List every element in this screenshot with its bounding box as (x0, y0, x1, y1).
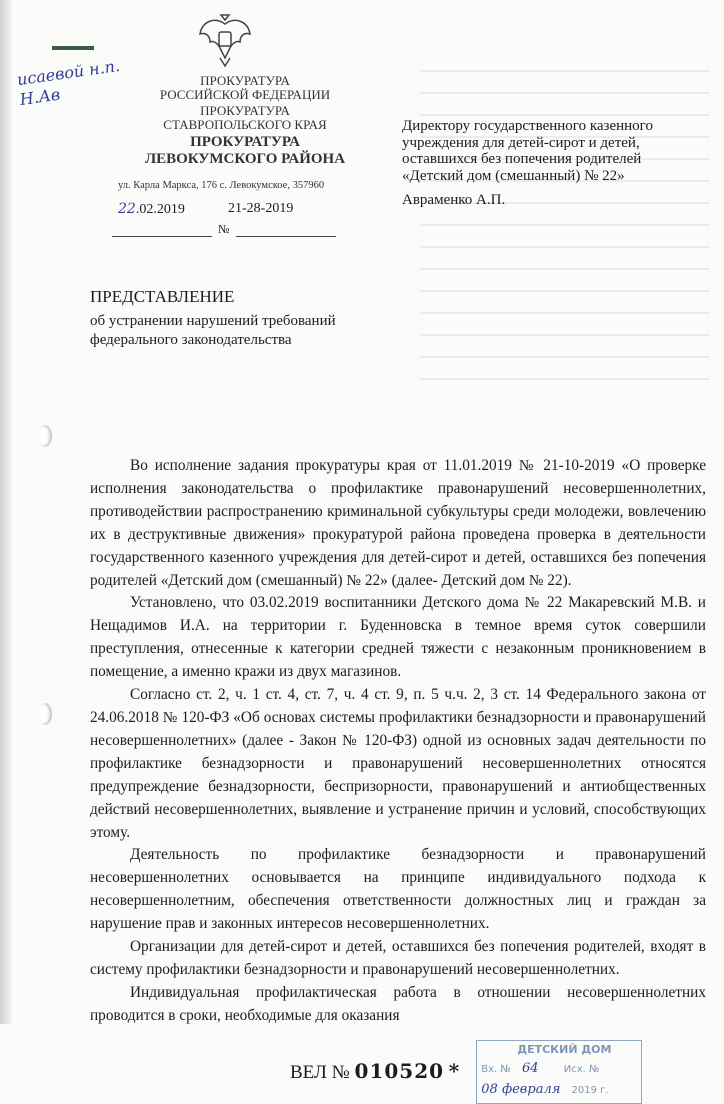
stamp-row-numbers (481, 1061, 599, 1076)
number-sign: № (218, 222, 230, 236)
incoming-registration-stamp (476, 1040, 642, 1104)
stamp-in-value: 64 (522, 1060, 539, 1076)
stamp-year: 2019 (571, 1084, 597, 1096)
org-federal-line1: ПРОКУРАТУРА (200, 73, 290, 88)
subtitle-line2: федерального законодательства (90, 332, 292, 348)
date-underline (112, 236, 212, 237)
stamp-out-label: Исх. № (563, 1063, 600, 1075)
org-regional-line1: ПРОКУРАТУРА (200, 103, 290, 118)
org-regional-line2: СТАВРОПОЛЬСКОГО КРАЯ (163, 117, 327, 132)
stamp-date: 08 февраля (481, 1081, 561, 1097)
serial-number (290, 1059, 460, 1084)
stamp-in-label: Вх. № (481, 1063, 511, 1075)
document-number: 21-28-2019 (228, 201, 294, 216)
org-regional (115, 104, 375, 132)
addressee-name: Авраменко А.П. (402, 192, 506, 208)
stamp-year-suffix: г. (600, 1084, 609, 1096)
addressee-block (402, 118, 702, 209)
document-date (118, 201, 185, 218)
document-title: ПРЕДСТАВЛЕНИЕ (90, 287, 235, 306)
org-district-line2: ЛЕВОКУМСКОГО РАЙОНА (144, 151, 346, 167)
stamp-title: ДЕТСКИЙ ДОМ (517, 1042, 612, 1056)
org-federal-line2: РОССИЙСКОЙ ФЕДЕРАЦИИ (159, 87, 331, 102)
body-paragraph: Деятельность по профилактике безнадзорности и правонарушений несовершеннолетних основывается на принципе индивидуального подхода к несовершеннолетним, обеспечения ответственности должностных лиц и граждан за нарушение прав и законных интересов несовершеннолетних. (90, 846, 706, 933)
stamp-row-date (481, 1082, 608, 1097)
body-paragraph: Организации для детей-сирот и детей, оставшихся без попечения родителей, входят в систему профилактики безнадзорности и правонарушений несовершеннолетних. (90, 938, 706, 978)
number-underline (236, 236, 336, 237)
document-main (90, 455, 706, 1104)
body-paragraph: Во исполнение задания прокуратуры края от 11.01.2019 № 21-10-2019 «О проверке исполнения законодательства о профилактике правонарушений несовершеннолетних, противодействии распространению криминальной субкультуры среди молодежи, вовлечению их в деструктивные движения» прокуратурой района проведена проверка в деятельности государственного казенного учреждения для детей-сирот и детей, оставшихся без попечения родителей «Детский дом (смешанный) № 22» (далее- Детский дом № 22). (90, 457, 706, 589)
subtitle-line1: об устранении нарушений требований (90, 313, 336, 329)
margin-mark (52, 46, 94, 50)
org-district-line1: ПРОКУРАТУРА (190, 134, 300, 150)
org-district (115, 134, 375, 168)
date-day: 22 (118, 201, 136, 217)
document-footer (90, 1040, 706, 1104)
handwritten-resolution: исаевой н.п. Н.Ав (15, 55, 122, 110)
addressee-organization: Директору государственного казенного учреждения для детей-сирот и детей, оставшихся без попечения родителей «Детский дом (смешанный) № 22» (402, 118, 653, 184)
serial-star: * (448, 1059, 461, 1084)
org-federal (115, 74, 375, 102)
scan-edge (0, 0, 12, 1024)
coat-of-arms-emblem-icon (196, 12, 254, 68)
body-paragraph: Индивидуальная профилактическая работа в отношении несовершеннолетних проводится в сроки, необходимые для оказания (90, 983, 706, 1024)
punch-hole (38, 425, 52, 447)
date-month-year: .02.2019 (135, 202, 185, 217)
punch-hole (38, 703, 52, 725)
document-body (90, 455, 706, 1028)
document-subtitle (90, 312, 390, 350)
serial-value: 010520 (354, 1059, 445, 1084)
org-address: ул. Карла Маркса, 176 с. Левокумское, 357960 (118, 180, 325, 191)
body-paragraph: Установлено, что 03.02.2019 воспитанники Детского дома № 22 Макаревский М.В. и Нещадимов И.А. на территории г. Буденновска в темное время суток совершили преступления, отнесенные к категории средней тяжести с незаконным проникновением в помещение, а именно кражи из двух магазинов. (90, 594, 706, 681)
body-paragraph: Согласно ст. 2, ч. 1 ст. 4, ст. 7, ч. 4 ст. 9, п. 5 ч.ч. 2, 3 ст. 14 Федерального закона от 24.06.2018 № 120-ФЗ «Об основах системы профилактики безнадзорности и правонарушений несовершеннолетних» (далее - Закон № 120-ФЗ) одной из основных задач деятельности по профилактике безнадзорности и правонарушений несовершеннолетних относятся предупреждение безнадзорности, беспризорности, правонарушений и антиобщественных действий несовершеннолетних, выявление и устранение причин и условий, способствующих этому. (90, 686, 706, 841)
serial-prefix: ВЕЛ № (290, 1062, 350, 1084)
